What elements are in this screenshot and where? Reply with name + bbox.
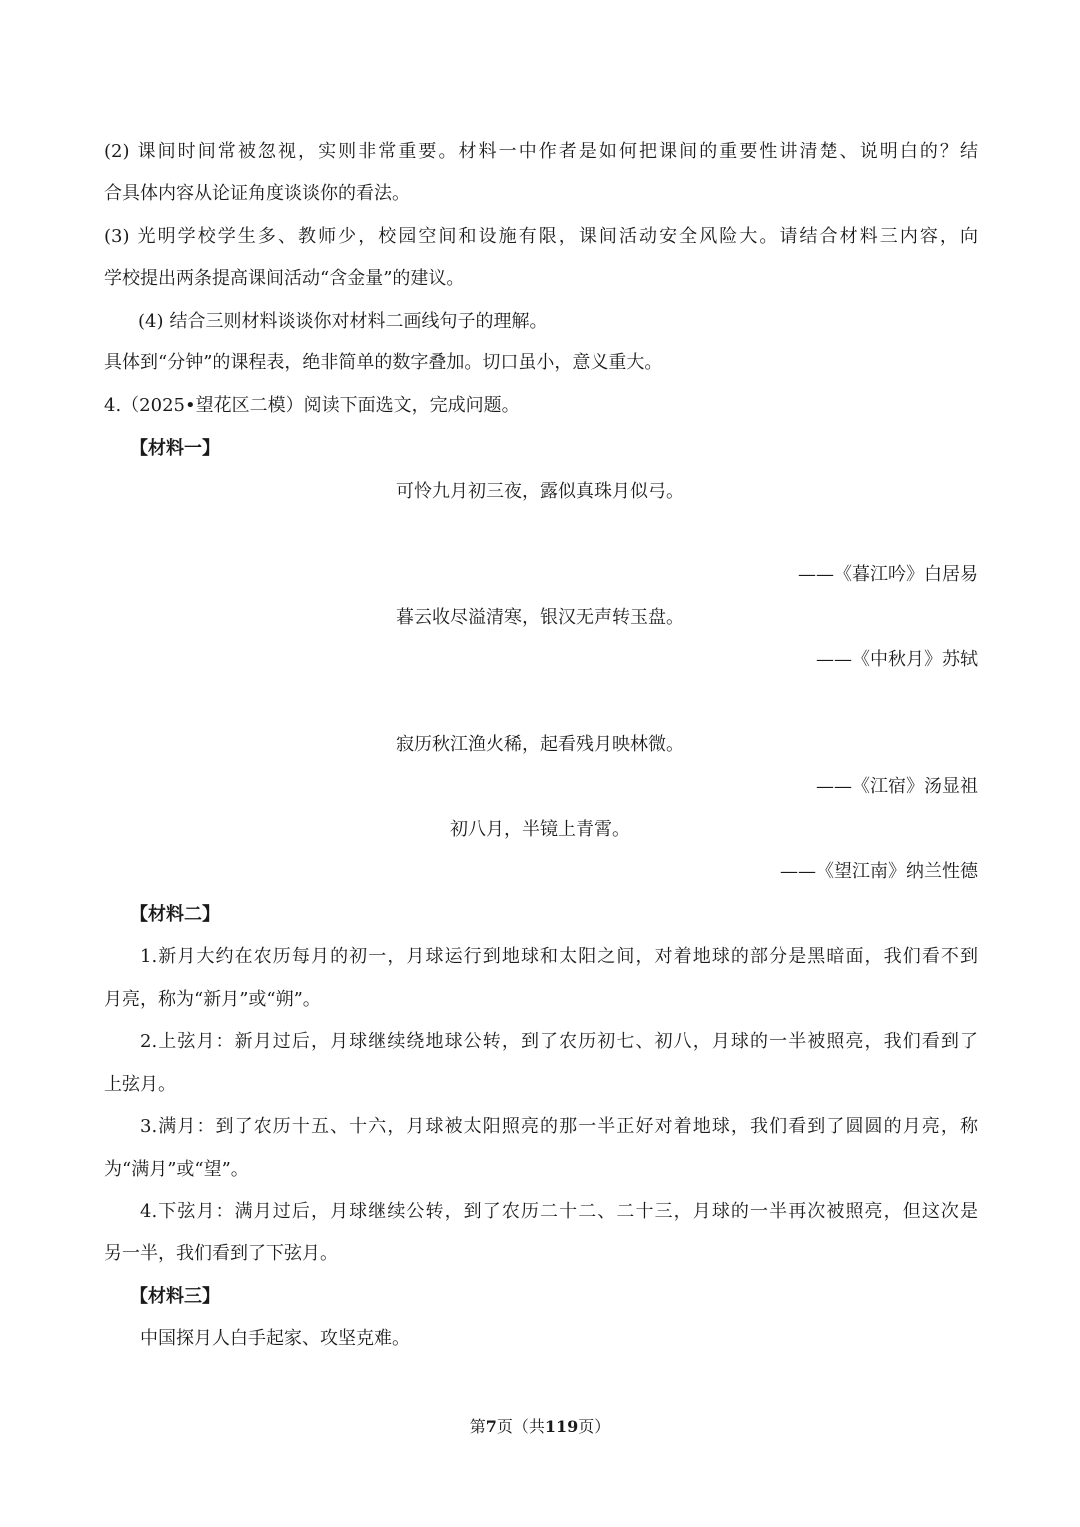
q3-p3-text: 光明学校学生多、教师少，校园空间和设施有限，课间活动安全风险大。请结合材料三内容，向 [135,226,978,247]
poem2-line: 暮云收尽溢清寒，银汉无声转玉盘。 [396,607,684,628]
q3-p4-number: (4) [138,311,164,332]
material3-line1: 中国探月人白手起家、攻坚克难。 [140,1328,410,1349]
material3-heading: 【材料三】 [130,1286,220,1307]
material2-item2-line2: 上弦月。 [104,1074,176,1095]
q3-p2-line2: 合具体内容从论证角度谈谈你的看法。 [104,183,410,204]
material2-item4-line2: 另一半，我们看到了下弦月。 [104,1243,338,1264]
material1-heading: 【材料一】 [130,438,220,459]
material2-item2-line1: 2.上弦月：新月过后，月球继续绕地球公转，到了农历初七、初八，月球的一半被照亮，我们看到了 [140,1031,978,1052]
current-page-number: 7 [485,1417,497,1436]
poem1-source: ——《暮江吟》白居易 [798,564,978,585]
material2-heading: 【材料二】 [130,904,220,925]
material2-item3-line2: 为“满月”或“望”。 [104,1159,249,1180]
footer-middle: 页（共 [496,1417,545,1436]
poem4-source: ——《望江南》纳兰性德 [780,861,978,882]
poem4-line: 初八月，半镜上青霄。 [450,819,630,840]
q3-p2-number: (2) [104,141,130,162]
material2-item1-line2: 月亮，称为“新月”或“朔”。 [104,989,321,1010]
footer-prefix: 第 [469,1417,486,1436]
page-footer [0,1417,1080,1437]
q3-p3-line2: 学校提出两条提高课间活动“含金量”的建议。 [104,268,465,289]
footer-suffix: 页） [578,1417,611,1436]
q3-p3-number: (3) [104,226,130,247]
q3-p3-line1 [104,225,978,249]
material2-item1-line1: 1.新月大约在农历每月的初一，月球运行到地球和太阳之间，对着地球的部分是黑暗面，我们看不到 [140,946,978,967]
poem3-source: ——《江宿》汤显祖 [816,776,978,797]
poem3-line: 寂历秋江渔火稀，起看残月映林微。 [396,734,684,755]
poem1-line: 可怜九月初三夜，露似真珠月似弓。 [396,481,684,502]
q4-header: 4.（2025•望花区二模）阅读下面选文，完成问题。 [104,395,520,416]
material2-item4-line1: 4.下弦月：满月过后，月球继续公转，到了农历二十二、二十三，月球的一半再次被照亮，但这次是 [140,1201,978,1222]
q3-p2-line1 [104,140,978,164]
q3-p4-line1 [138,310,548,334]
total-pages-number: 119 [544,1417,579,1436]
q3-p2-text: 课间时间常被忽视，实则非常重要。材料一中作者是如何把课间的重要性讲清楚、说明白的？结 [135,141,978,162]
q3-p4-quote: 具体到“分钟”的课程表，绝非简单的数字叠加。切口虽小，意义重大。 [104,352,663,373]
q3-p4-text: 结合三则材料谈谈你对材料二画线句子的理解。 [169,311,548,332]
material2-item3-line1: 3.满月：到了农历十五、十六，月球被太阳照亮的那一半正好对着地球，我们看到了圆圆的月亮，称 [140,1116,978,1137]
poem2-source: ——《中秋月》苏轼 [816,649,978,670]
